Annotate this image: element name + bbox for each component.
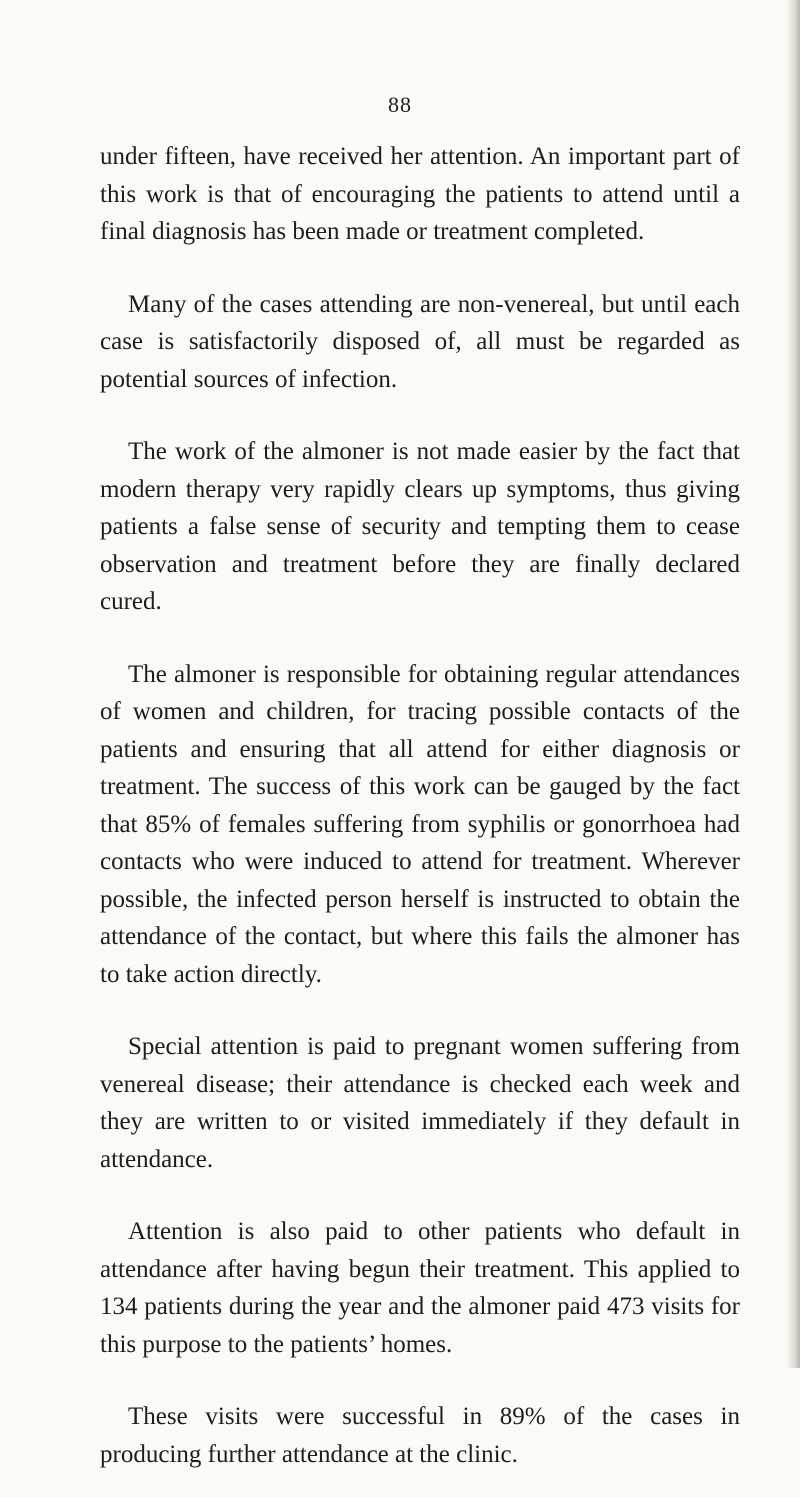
paragraph-defaulting-patients: Attention is also paid to other patients who default in attendance after having begun their treatment. This applied to 134 patients during the year and the almoner paid 473 visits for this purpose to the patients’ homes. (100, 1218, 740, 1358)
page-edge-shadow (786, 0, 800, 1368)
document-body (100, 138, 740, 1497)
paragraph-almoner-work: The work of the almoner is not made easier by the fact that modern therapy very rapidly clears up symptoms, thus giving patients a false sense of security and tempting them to cease observation and treatment before they are finally declared cured. (100, 438, 740, 615)
page-number: 88 (388, 92, 412, 117)
paragraph-continuation: under fifteen, have received her attention. An important part of this work is that of encouraging the patients to attend until a final diagnosis has been made or treatment completed. (100, 143, 740, 245)
paragraph-almoner-responsibility: The almoner is responsible for obtaining regular attendances of women and children, for tracing possible contacts of the patients and ensuring that all attend for either diagnosis or treatment. The success of this work can be gauged by the fact that 85% of females suffering from syphilis or gonorrhoea had contacts who were induced to attend for treatment. Wherever possible, the infected person herself is instructed to obtain the attendance of the contact, but where this fails the almoner has to take action directly. (100, 660, 740, 988)
paragraph-visits-success: These visits were successful in 89% of the cases in producing further attendance at the clinic. (100, 1403, 740, 1468)
paragraph-pregnant-women: Special attention is paid to pregnant women suffering from venereal disease; their attendance is checked each week and they are written to or visited immediately if they default in attendance. (100, 1033, 740, 1173)
paragraph-non-venereal-cases: Many of the cases attending are non-venereal, but until each case is satisfactorily disposed of, all must be regarded as potential sources of infection. (100, 290, 740, 393)
